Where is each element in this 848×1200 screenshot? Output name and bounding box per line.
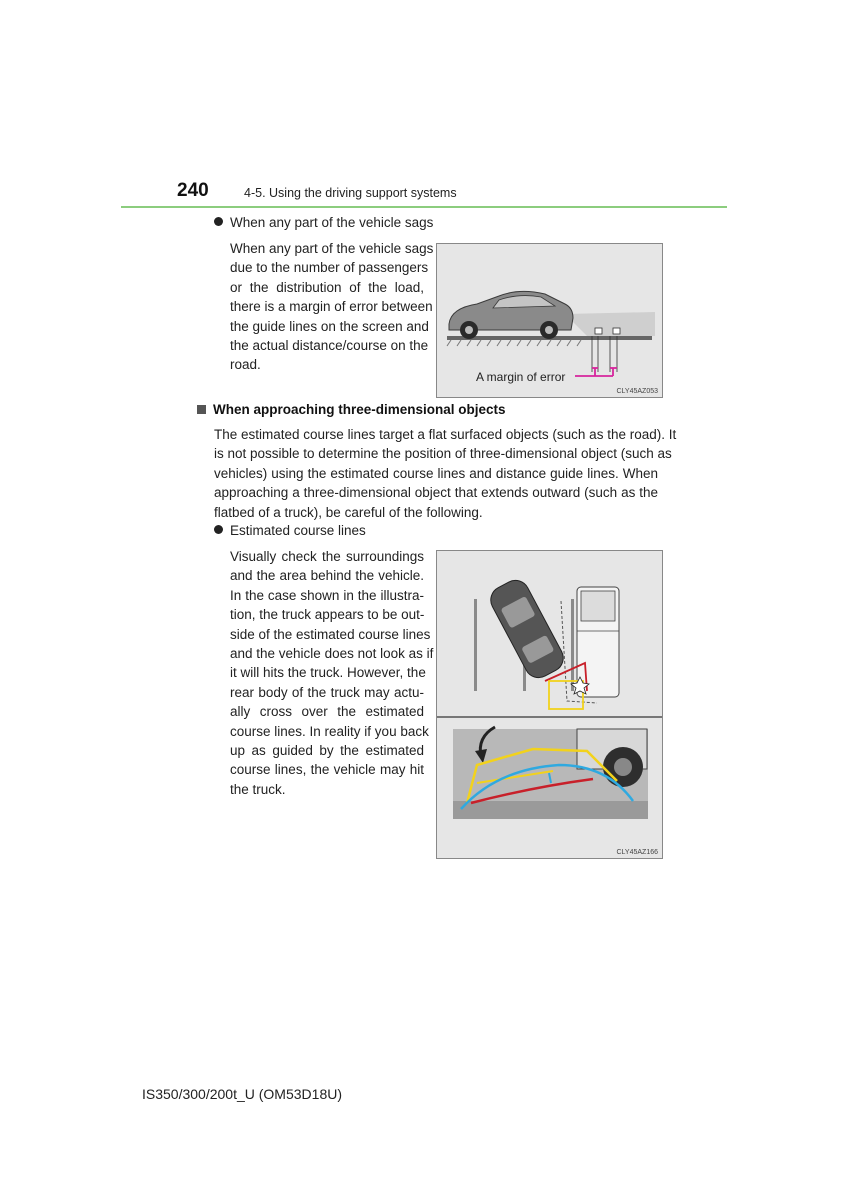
text-line: course lines, the vehicle may hit	[230, 762, 424, 778]
figure-code: CLY45AZ053	[616, 388, 658, 395]
course-lines-bullet-item	[214, 523, 366, 538]
text-line: flatbed of a truck), be careful of the following.	[214, 504, 483, 520]
text-line: ally cross over the estimated	[230, 704, 424, 720]
text-line: road.	[230, 357, 261, 373]
text-line: side of the estimated course lines	[230, 626, 431, 642]
text-line: the actual distance/course on the	[230, 338, 429, 354]
bullet-dot-icon	[214, 217, 223, 226]
margin-of-error-label: A margin of error	[476, 370, 566, 384]
text-line: the truck.	[230, 781, 286, 797]
text-line: When any part of the vehicle sags	[230, 241, 434, 256]
text-line: there is a margin of error between	[230, 299, 433, 315]
sagging-car-diagram	[437, 244, 662, 397]
text-line: approaching a three-dimensional object that extends outward (such as the	[214, 485, 658, 501]
figure-code: CLY45AZ166	[616, 849, 658, 856]
truck-course-diagram	[437, 551, 662, 858]
section-header: 4-5. Using the driving support systems	[244, 186, 457, 200]
text-line: it will hits the truck. However, the	[230, 665, 426, 681]
course-lines-illustration	[436, 550, 663, 859]
square-bullet-icon	[197, 405, 206, 414]
text-line: course lines. In reality if you back	[230, 723, 429, 739]
text-line: or the distribution of the load,	[230, 279, 424, 295]
page-number: 240	[177, 180, 209, 201]
three-d-heading	[197, 402, 506, 417]
text-line: due to the number of passengers	[230, 260, 429, 276]
sag-illustration	[436, 243, 663, 398]
sag-paragraph	[230, 239, 434, 375]
text-line: and the area behind the vehicle.	[230, 568, 424, 584]
text-line: the guide lines on the screen and	[230, 318, 429, 334]
text-line: up as guided by the estimated	[230, 743, 424, 759]
sag-bullet-text: When any part of the vehicle sags	[230, 215, 434, 230]
text-line: In the case shown in the illustra-	[230, 587, 424, 603]
text-line: and the vehicle does not look as if	[230, 646, 434, 662]
three-d-paragraph	[214, 425, 677, 522]
text-line: tion, the truck appears to be out-	[230, 607, 425, 623]
three-d-heading-text: When approaching three-dimensional objects	[213, 402, 506, 417]
text-line: The estimated course lines target a flat surfaced objects (such as the road). It	[214, 427, 677, 442]
course-lines-bullet-text: Estimated course lines	[230, 523, 366, 538]
text-line: rear body of the truck may actu-	[230, 684, 424, 700]
text-line: vehicles) using the estimated course lines and distance guide lines. When	[214, 465, 658, 481]
text-line: Visually check the surroundings	[230, 549, 424, 564]
footer-model-code: IS350/300/200t_U (OM53D18U)	[142, 1086, 342, 1102]
sag-bullet-item	[214, 215, 433, 230]
bullet-dot-icon	[214, 525, 223, 534]
header-rule	[121, 206, 727, 208]
course-lines-paragraph	[230, 547, 434, 799]
text-line: is not possible to determine the position of three-dimensional object (such as	[214, 446, 672, 462]
